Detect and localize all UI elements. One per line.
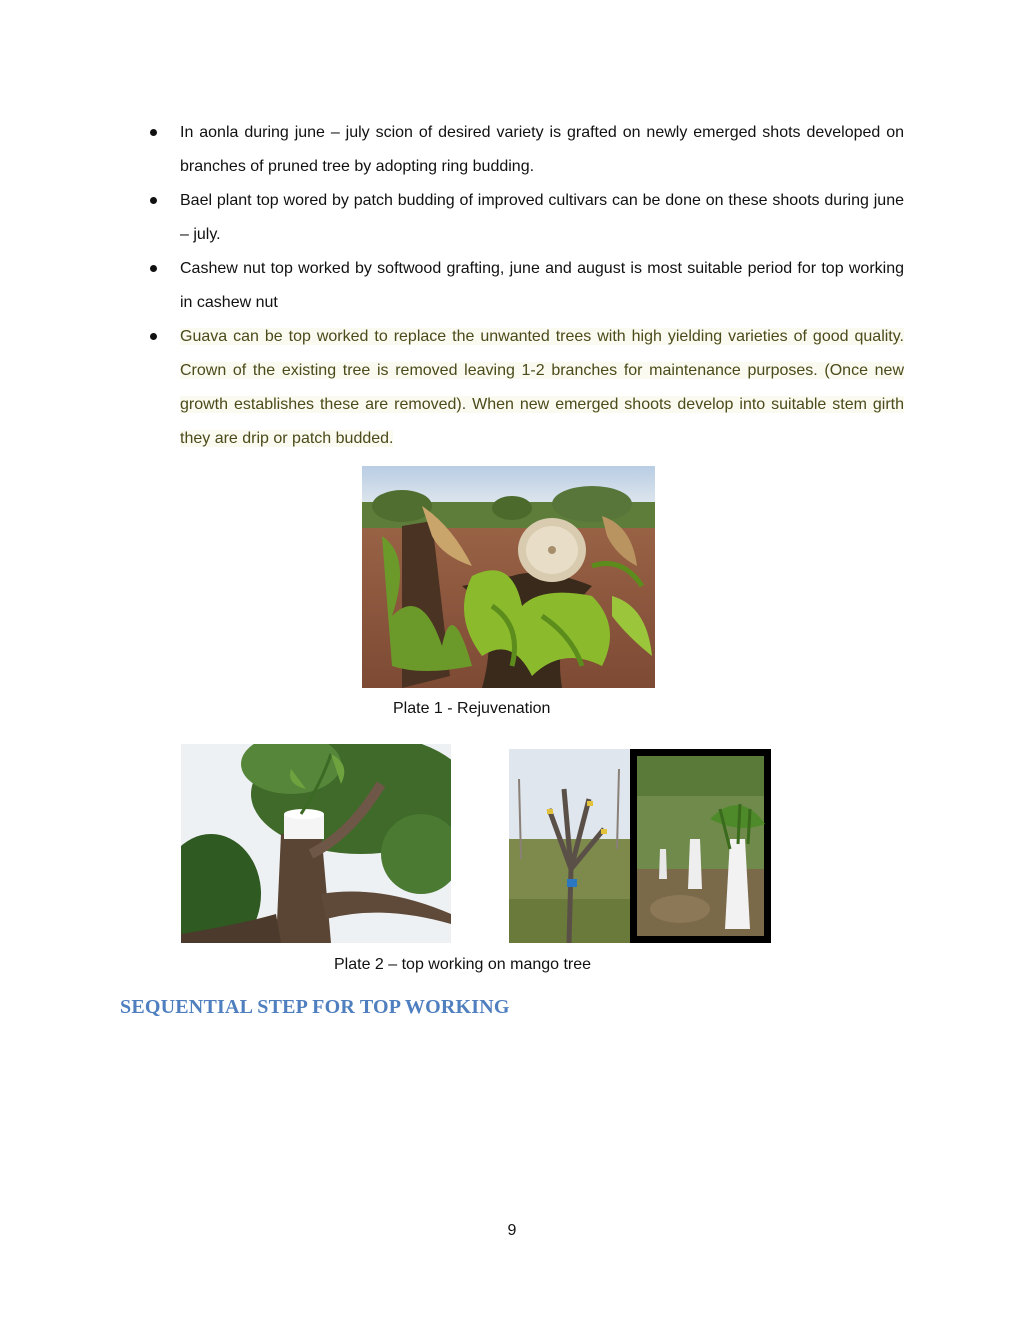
bullet-dot-icon (150, 129, 157, 136)
bullet-dot-icon (150, 197, 157, 204)
bullet-item: Bael plant top wored by patch budding of improved cultivars can be done on these shoots during june – july. (148, 184, 904, 252)
page-number: 9 (507, 1222, 517, 1239)
plate1-caption: Plate 1 - Rejuvenation (393, 700, 551, 717)
bullet-dot-icon (150, 265, 157, 272)
plate2-cut-branch-photo (181, 744, 451, 943)
bullet-item-highlighted: Guava can be top worked to replace the unwanted trees with high yielding varieties of good quality. Crown of the existing tree is removed leaving 1-2 branches for maintenance purposes. (Once new growth establishes these are removed). When new emerged shoots develop into suitable stem girth they are drip or patch budded. (148, 320, 904, 456)
bullet-item: Cashew nut top worked by softwood grafting, june and august is most suitable period for top working in cashew nut (148, 252, 904, 320)
section-heading: SEQUENTIAL STEP FOR TOP WORKING (120, 996, 510, 1018)
plate2-caption: Plate 2 – top working on mango tree (334, 956, 592, 973)
plate2-pruned-tree-photo (509, 749, 630, 943)
bullet-item: In aonla during june – july scion of desired variety is grafted on newly emerged shots developed on branches of pruned tree by adopting ring budding. (148, 116, 904, 184)
plate1-rejuvenation-photo (362, 466, 655, 688)
bullet-list (148, 116, 904, 456)
plate2-row-trees-photo (630, 749, 771, 943)
bullet-dot-icon (150, 333, 157, 340)
